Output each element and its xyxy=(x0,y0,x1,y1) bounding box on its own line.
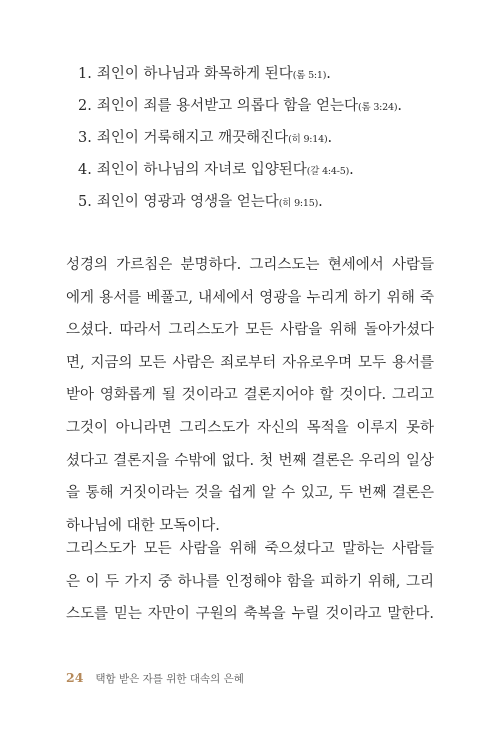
paragraph-line: 셨다고 결론지을 수밖에 없다. 첫 번째 결론은 우리의 일상 xyxy=(66,452,434,469)
list-item-text: 죄인이 영광과 영생을 얻는다 xyxy=(96,194,279,210)
list-item-text: 죄인이 하나님의 자녀로 입양된다 xyxy=(96,162,307,178)
list-item-text: 죄인이 하나님과 화목하게 된다 xyxy=(96,66,293,82)
running-title: 택함 받은 자를 위한 대속의 은혜 xyxy=(95,673,244,685)
paragraph-line: 받아 영화롭게 될 것이라고 결론지어야 할 것이다. 그리고 xyxy=(66,387,434,404)
paragraph-line: 성경의 가르침은 분명하다. 그리스도는 현세에서 사람들 xyxy=(66,257,434,273)
paragraph-line: 면, 지금의 모든 사람은 죄로부터 자유로우며 모두 용서를 xyxy=(66,354,434,371)
list-item xyxy=(78,64,402,96)
scripture-reference: (롬 5:1) xyxy=(292,70,327,81)
paragraph-line: 에게 용서를 베풀고, 내세에서 영광을 누리게 하기 위해 죽 xyxy=(66,289,434,306)
page-footer xyxy=(66,670,244,686)
body-paragraph xyxy=(66,249,434,542)
paragraph-line: 을 통해 거짓이라는 것을 쉽게 알 수 있고, 두 번째 결론은 xyxy=(66,485,434,502)
list-item-text: 죄인이 거룩해지고 깨끗해진다 xyxy=(96,130,289,146)
scripture-reference: (갈 4:4-5) xyxy=(306,166,350,177)
paragraph-line: 은 이 두 가지 중 하나를 인정해야 함을 피하기 위해, 그리 xyxy=(66,573,434,590)
body-paragraph xyxy=(66,533,434,631)
list-item-period: . xyxy=(397,98,402,114)
scripture-reference: (히 9:15) xyxy=(278,198,319,209)
paragraph-line: 으셨다. 따라서 그리스도가 모든 사람을 위해 돌아가셨다 xyxy=(66,322,434,339)
paragraph-line: 그것이 아니라면 그리스도가 자신의 목적을 이루지 못하 xyxy=(66,419,434,436)
scripture-reference: (히 9:14) xyxy=(288,134,328,145)
list-item-number: 3. xyxy=(78,130,92,146)
list-item-period: . xyxy=(327,130,333,146)
list-item-number: 5. xyxy=(78,194,92,210)
list-item xyxy=(78,160,402,192)
paragraph-line: 그리스도가 모든 사람을 위해 죽으셨다고 말하는 사람들 xyxy=(66,541,434,557)
list-item-number: 1. xyxy=(78,66,92,82)
list-item-period: . xyxy=(349,162,354,178)
list-item xyxy=(78,96,402,128)
scripture-reference: (롬 3:24) xyxy=(358,102,398,113)
list-item-number: 4. xyxy=(78,162,92,178)
list-item-period: . xyxy=(318,194,323,210)
list-item-period: . xyxy=(326,66,331,82)
paragraph-line: 하나님에 대한 모독이다. xyxy=(66,517,220,534)
page-number: 24 xyxy=(66,670,84,685)
list-item-number: 2. xyxy=(78,98,92,114)
list-item xyxy=(78,128,402,160)
list-item xyxy=(78,192,402,224)
paragraph-line: 스도를 믿는 자만이 구원의 축복을 누릴 것이라고 말한다. xyxy=(66,606,434,623)
numbered-list xyxy=(78,64,402,224)
list-item-text: 죄인이 죄를 용서받고 의롭다 함을 얻는다 xyxy=(96,98,359,114)
